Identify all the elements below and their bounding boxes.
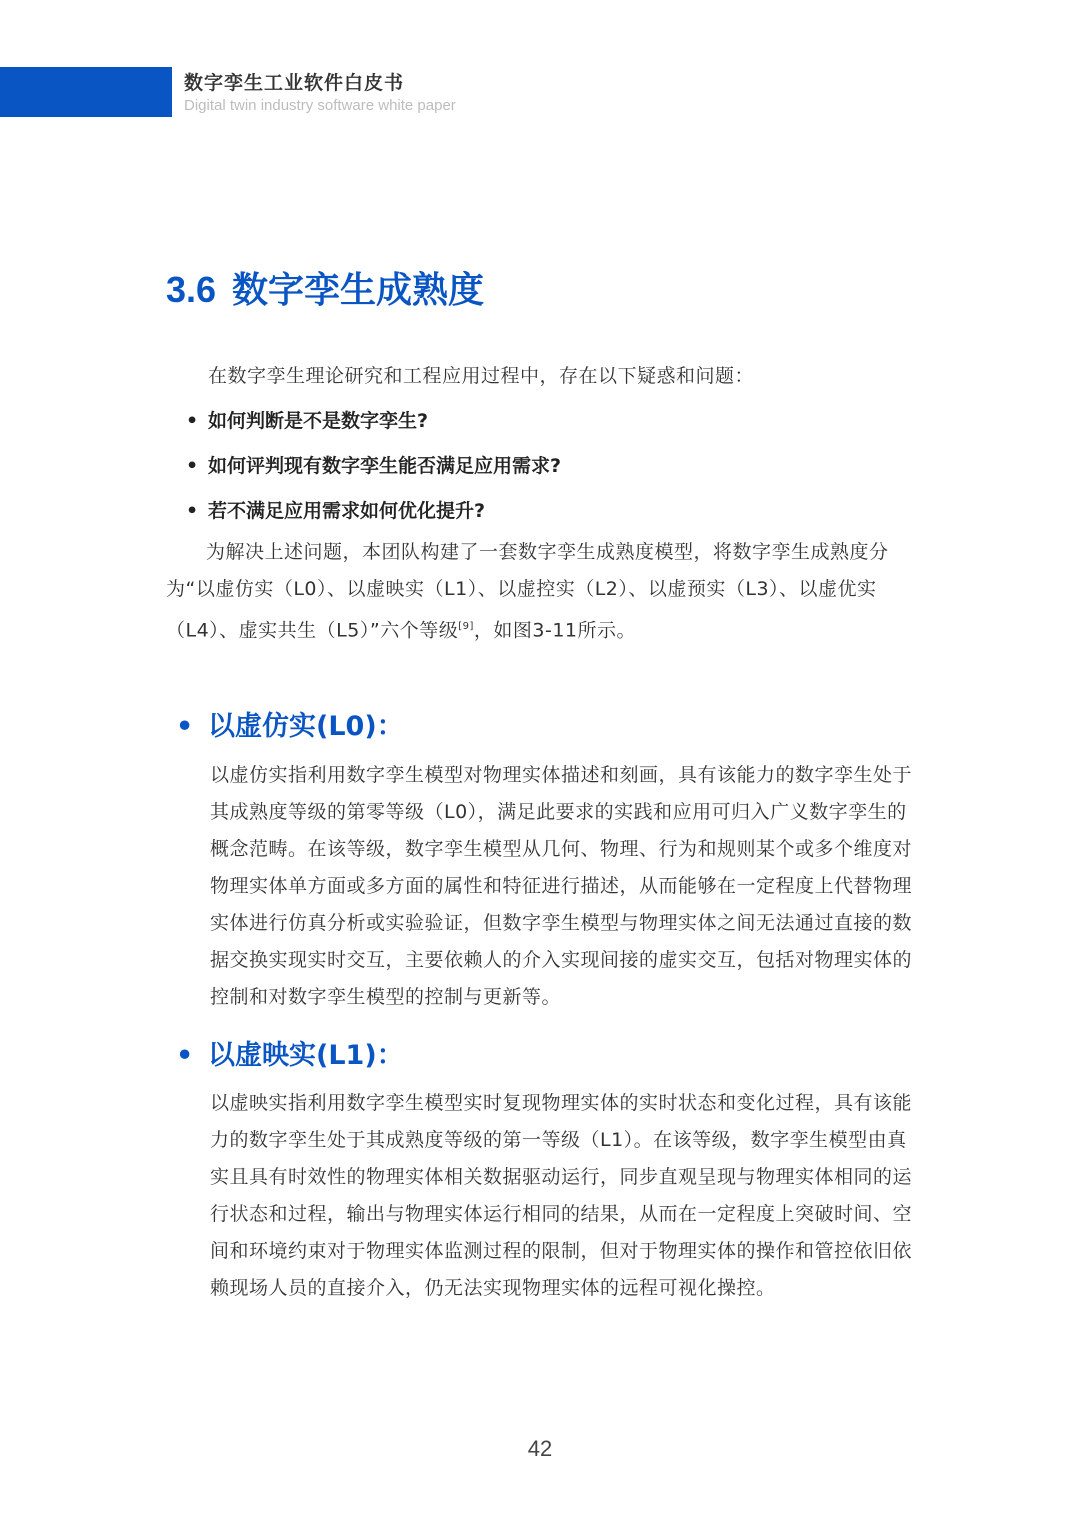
maturity-paragraph-tail: ，如图3-11所示。 <box>473 619 636 642</box>
page-number: 42 <box>527 1436 553 1461</box>
section-number: 3.6 <box>166 269 217 310</box>
header-accent-bar <box>0 67 172 117</box>
section-title-text: 数字孪生成熟度 <box>232 270 485 311</box>
question-text: 如何判断是不是数字孪生? <box>208 410 429 432</box>
intro-paragraph: 在数字孪生理论研究和工程应用过程中，存在以下疑惑和问题： <box>208 365 755 387</box>
reference-marker: [9] <box>458 621 474 632</box>
bullet-icon: • <box>176 1040 194 1071</box>
question-item <box>186 451 561 478</box>
bullet-icon: • <box>186 455 199 477</box>
level-body: 以虚映实指利用数字孪生模型实时复现物理实体的实时状态和变化过程，具有该能力的数字孪生处于其成熟度等级的第一等级（L1）。在该等级，数字孪生模型由真实且具有时效性的物理实体相关数据驱动运行，同步直观呈现与物理实体相同的运行状态和过程，输出与物理实体运行相同的结果，从而在一定程度上突破时间、空间和环境约束对于物理实体监测过程的限制，但对于物理实体的操作和管控依旧依赖现场人员的直接介入，仍无法实现物理实体的远程可视化操控。 <box>210 1092 913 1299</box>
level-heading-text: 以虚映实(L1)： <box>208 1040 404 1071</box>
maturity-paragraph-text: 为解决上述问题，本团队构建了一套数字孪生成熟度模型，将数字孪生成熟度分为“以虚仿实（L0）、以虚映实（L1）、以虚控实（L2）、以虚预实（L3）、以虚优实（L4）、虚实共生（L5）”六个等级 <box>166 541 889 642</box>
question-item <box>186 406 428 433</box>
question-text: 如何评判现有数字孪生能否满足应用需求? <box>208 455 562 477</box>
level-heading-text: 以虚仿实(L0)： <box>208 711 404 742</box>
maturity-paragraph <box>166 534 926 649</box>
header-subtitle: Digital twin industry software white paper <box>184 97 456 114</box>
level-body: 以虚仿实指利用数字孪生模型对物理实体描述和刻画，具有该能力的数字孪生处于其成熟度等级的第零等级（L0），满足此要求的实践和应用可归入广义数字孪生的概念范畴。在该等级，数字孪生模型从几何、物理、行为和规则某个或多个维度对物理实体单方面或多方面的属性和特征进行描述，从而能够在一定程度上代替物理实体进行仿真分析或实验验证，但数字孪生模型与物理实体之间无法通过直接的数据交换实现实时交互，主要依赖人的介入实现间接的虚实交互，包括对物理实体的控制和对数字孪生模型的控制与更新等。 <box>210 764 913 1008</box>
bullet-icon: • <box>176 711 194 742</box>
bullet-icon: • <box>186 410 199 432</box>
bullet-icon: • <box>186 500 199 522</box>
header-title: 数字孪生工业软件白皮书 <box>184 72 405 94</box>
section-title <box>166 262 484 313</box>
level-heading <box>176 1033 404 1072</box>
level-heading <box>176 704 404 743</box>
question-text: 若不满足应用需求如何优化提升? <box>208 500 486 522</box>
question-item <box>186 496 485 523</box>
